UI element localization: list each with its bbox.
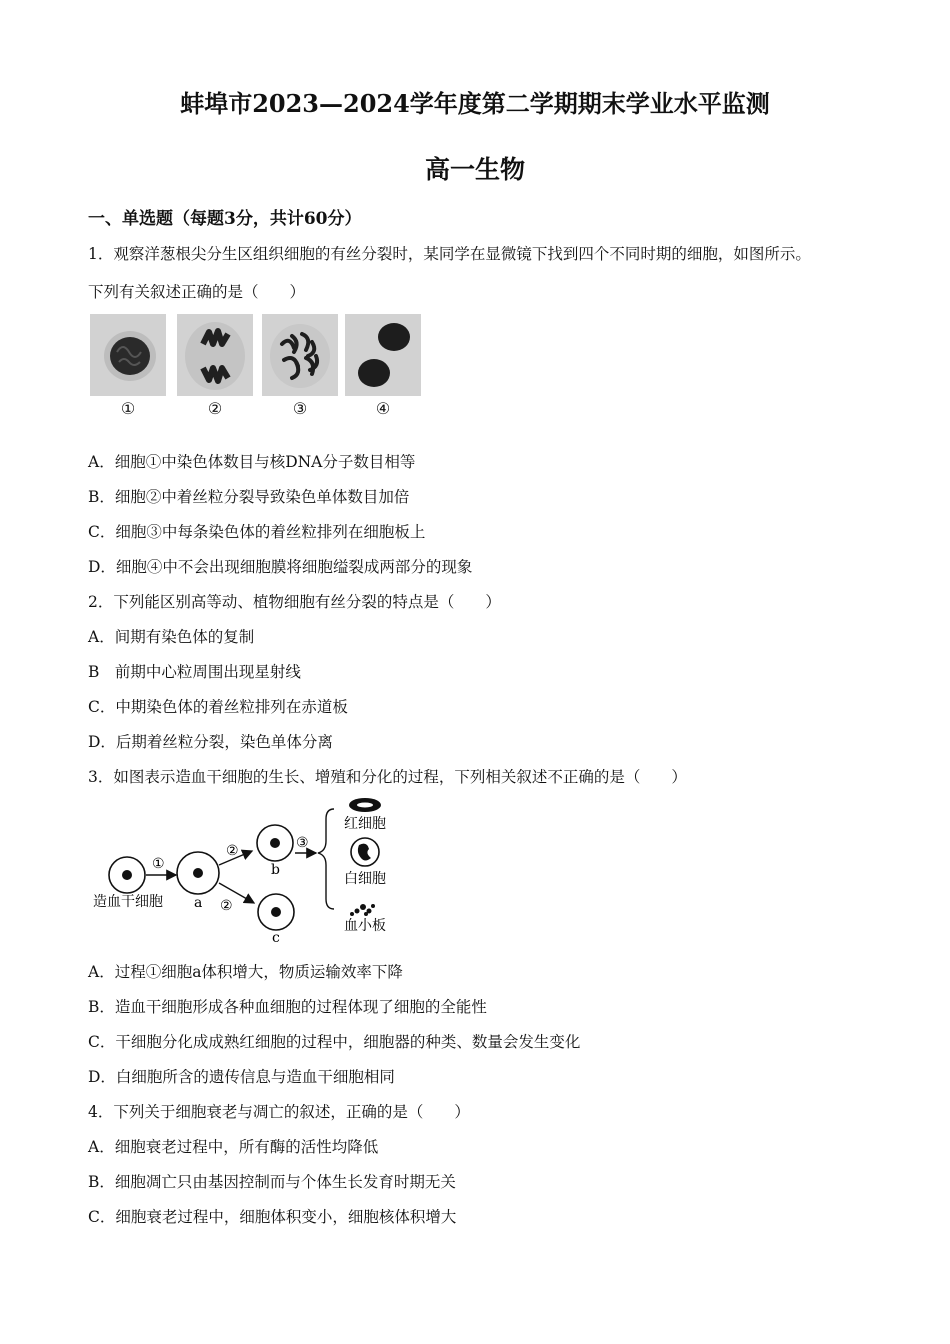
q1-option-c: C．细胞③中每条染色体的着丝粒排列在细胞板上 [88, 523, 426, 541]
q1-option-a: A．细胞①中染色体数目与核DNA分子数目相等 [88, 453, 416, 471]
q4-option-a: A．细胞衰老过程中，所有酶的活性均降低 [88, 1138, 379, 1156]
stem-cell [109, 857, 145, 893]
q2-option-c: C．中期染色体的着丝粒排列在赤道板 [88, 698, 348, 716]
micrograph-4 [345, 314, 421, 396]
step2-upper-label: ② [226, 843, 239, 859]
wbc-label: 白细胞 [344, 871, 386, 887]
q1-stem-line2: 下列有关叙述正确的是（ ） [88, 283, 306, 301]
prophase-cell-image [90, 314, 166, 396]
q2-option-b: B 前期中心粒周围出现星射线 [88, 663, 301, 681]
micrograph-label-2: ② [207, 399, 223, 418]
hematopoiesis-diagram [88, 795, 428, 950]
step3-label: ③ [296, 835, 309, 851]
q3-option-a: A．过程①细胞a体积增大，物质运输效率下降 [88, 963, 403, 981]
cell-b [257, 825, 293, 861]
step1-label: ① [152, 856, 165, 872]
micrograph-1 [90, 314, 166, 396]
red-blood-cell [349, 798, 381, 812]
metaphase-cell-image [262, 314, 338, 396]
micrograph-2 [177, 314, 253, 396]
q1-option-b: B．细胞②中着丝粒分裂导致染色单体数目加倍 [88, 488, 410, 506]
white-blood-cell [351, 838, 379, 866]
q2-option-a: A．间期有染色体的复制 [88, 628, 255, 646]
q2-option-d: D．后期着丝粒分裂，染色单体分离 [88, 733, 333, 751]
q3-option-d: D．白细胞所含的遗传信息与造血干细胞相同 [88, 1068, 395, 1086]
q3-stem: 3．如图表示造血干细胞的生长、增殖和分化的过程，下列相关叙述不正确的是（ ） [88, 768, 687, 786]
q2-stem: 2．下列能区别高等动、植物细胞有丝分裂的特点是（ ） [88, 593, 501, 611]
cell-c [258, 894, 294, 930]
micrograph-label-3: ③ [292, 399, 308, 418]
micrograph-label-4: ④ [375, 399, 391, 418]
q3-option-c: C．干细胞分化成成熟红细胞的过程中，细胞器的种类、数量会发生变化 [88, 1033, 581, 1051]
rbc-label: 红细胞 [344, 816, 386, 832]
subject-title: 高一生物 [424, 155, 525, 184]
step2-lower-label: ② [220, 898, 233, 914]
stem-cell-label: 造血干细胞 [93, 894, 163, 910]
q1-stem-line1: 1．观察洋葱根尖分生区组织细胞的有丝分裂时，某同学在显微镜下找到四个不同时期的细胞，如图所示。 [88, 245, 811, 263]
cell-a-label: a [194, 895, 203, 911]
platelet-label: 血小板 [344, 918, 386, 934]
exam-title: 蚌埠市2023—2024学年度第二学期期末学业水平监测 [180, 89, 770, 118]
q4-option-b: B．细胞凋亡只由基因控制而与个体生长发育时期无关 [88, 1173, 456, 1191]
brace [318, 809, 334, 909]
platelets [350, 904, 375, 916]
cell-c-label: c [272, 930, 280, 946]
micrograph-3 [262, 314, 338, 396]
cell-b-label: b [271, 862, 280, 878]
q1-option-d: D．细胞④中不会出现细胞膜将细胞缢裂成两部分的现象 [88, 558, 473, 576]
q3-option-b: B．造血干细胞形成各种血细胞的过程体现了细胞的全能性 [88, 998, 487, 1016]
q4-option-c: C．细胞衰老过程中，细胞体积变小，细胞核体积增大 [88, 1208, 457, 1226]
cell-a [177, 852, 219, 894]
micrograph-label-1: ① [120, 399, 136, 418]
q4-stem: 4．下列关于细胞衰老与凋亡的叙述，正确的是（ ） [88, 1103, 470, 1121]
anaphase-cell-image [177, 314, 253, 396]
section-heading: 一、单选题（每题3分，共计60分） [88, 209, 362, 229]
telophase-cell-image [345, 314, 421, 396]
